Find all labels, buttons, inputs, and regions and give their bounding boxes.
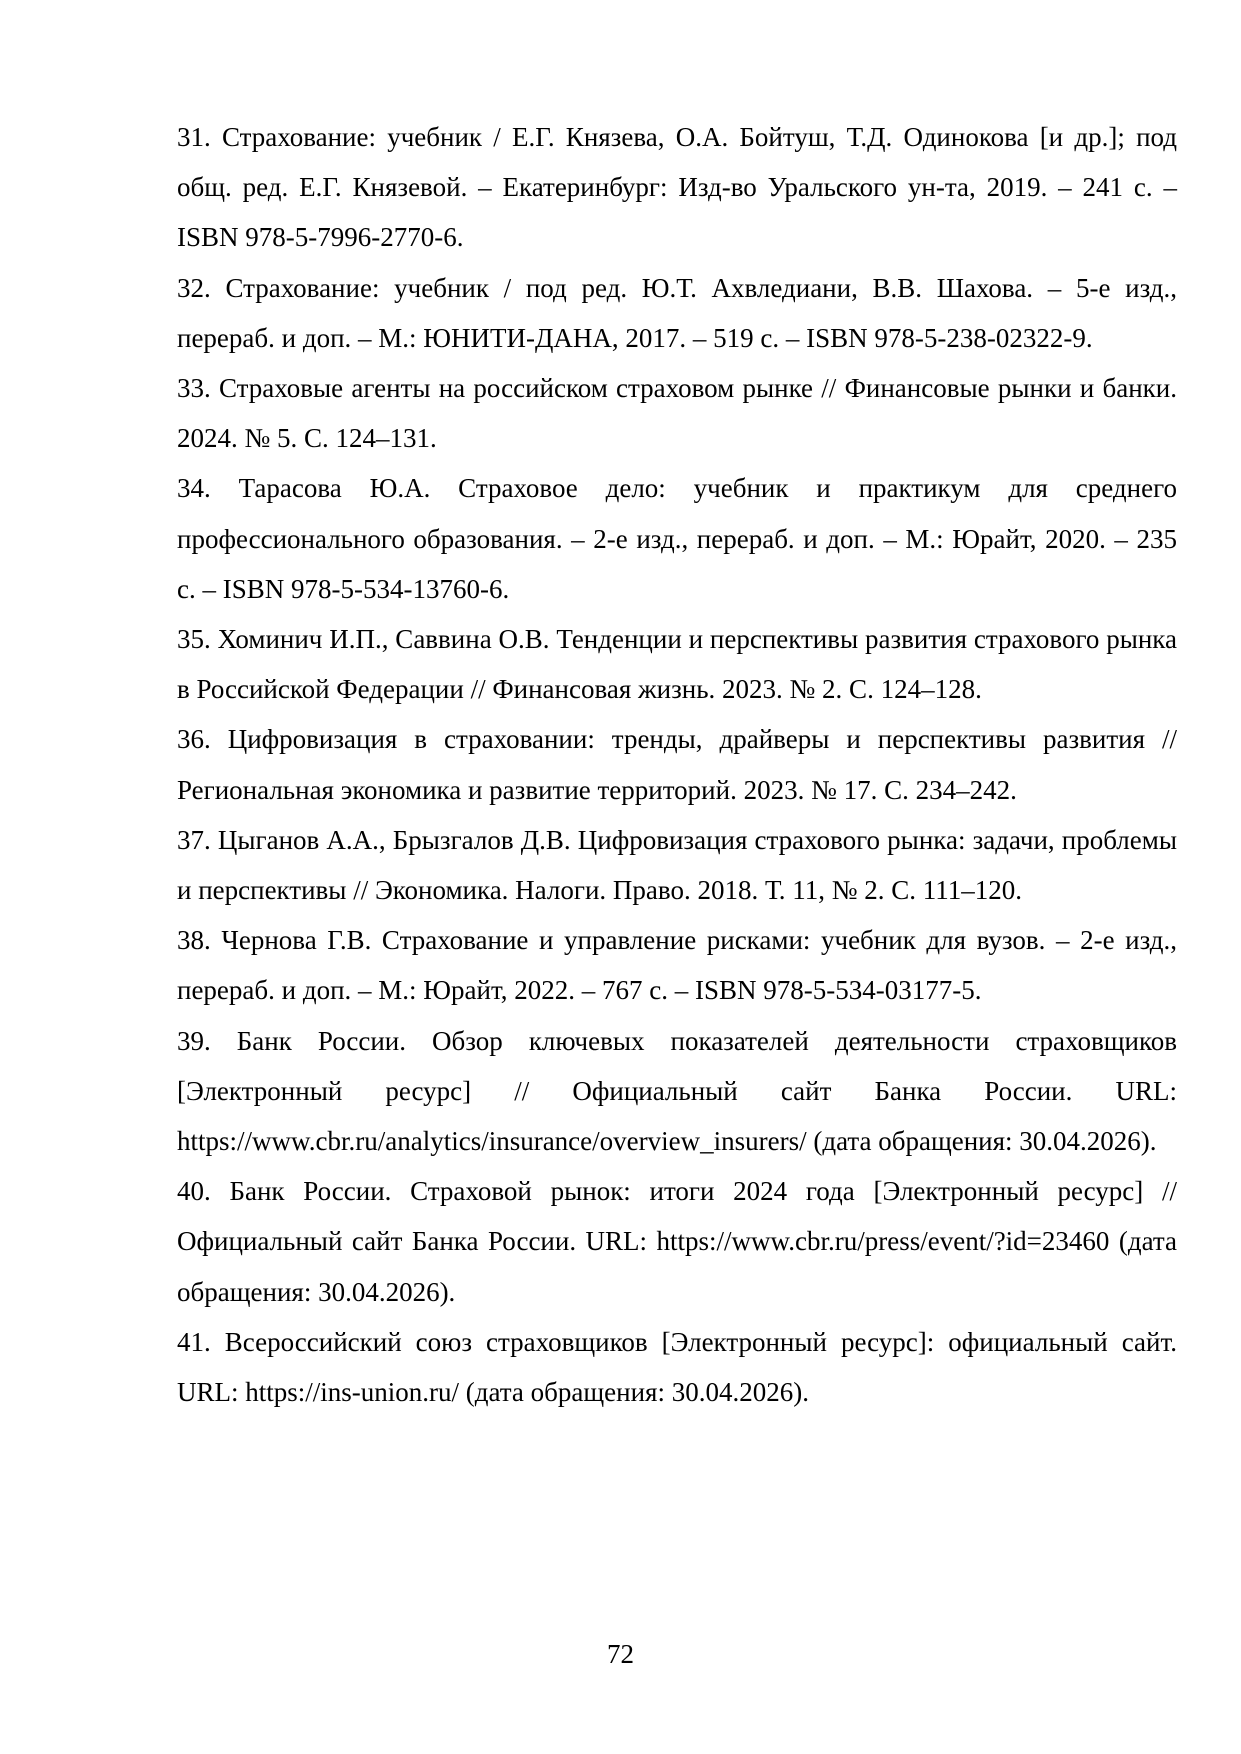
page-number: 72 (607, 1639, 634, 1669)
bibliography-entry-36: 36. Цифровизация в страховании: тренды, драйверы и перспективы развития // Региональная экономика и развитие территорий. 2023. № 17. С. 234–242. (177, 724, 1177, 805)
bibliography-entry-41: 41. Всероссийский союз страховщиков [Электронный ресурс]: официальный сайт. URL: https://ins-union.ru/ (дата обращения: 30.04.2026). (177, 1326, 1177, 1408)
bibliography-entry-37: 37. Цыганов А.А., Брызгалов Д.В. Цифровизация страхового рынка: задачи, проблемы и перспективы // Экономика. Налоги. Право. 2018. Т. 11, № 2. С. 111–120. (177, 824, 1177, 906)
bibliography-entry-31: 31. Страхование: учебник / Е.Г. Князева, О.А. Бойтуш, Т.Д. Одинокова [и др.]; под общ. ред. Е.Г. Князевой. – Екатеринбург: Изд-во Уральского ун-та, 2019. – 241 с. – ISBN 978-5-7996-2770-6. (177, 122, 1177, 253)
bibliography-entry-32: 32. Страхование: учебник / под ред. Ю.Т. Ахвледиани, В.В. Шахова. – 5-е изд., перераб. и доп. – М.: ЮНИТИ-ДАНА, 2017. – 519 с. – ISBN 978-5-238-02322-9. (177, 272, 1177, 353)
bibliography-entry-40: 40. Банк России. Страховой рынок: итоги 2024 года [Электронный ресурс] // Официальный сайт Банка России. URL: https://www.cbr.ru/press/event/?id=23460 (дата обращения: 30.04.2026). (177, 1176, 1177, 1307)
bibliography-entry-35: 35. Хоминич И.П., Саввина О.В. Тенденции и перспективы развития страхового рынка в Российской Федерации // Финансовая жизнь. 2023. № 2. С. 124–128. (177, 624, 1177, 705)
bibliography-entry-38: 38. Чернова Г.В. Страхование и управление рисками: учебник для вузов. – 2-е изд., перераб. и доп. – М.: Юрайт, 2022. – 767 с. – ISBN 978-5-534-03177-5. (177, 925, 1177, 1006)
bibliography-entry-33: 33. Страховые агенты на российском страховом рынке // Финансовые рынки и банки. 2024. № 5. С. 124–131. (177, 373, 1177, 454)
bibliography-list (177, 112, 1177, 1417)
bibliography-entry-34: 34. Тарасова Ю.А. Страховое дело: учебник и практикум для среднего профессионального образования. – 2-е изд., перераб. и доп. – М.: Юрайт, 2020. – 235 с. – ISBN 978-5-534-13760-6. (177, 473, 1177, 604)
bibliography-entry-39: 39. Банк России. Обзор ключевых показателей деятельности страховщиков [Электронный ресурс] // Официальный сайт Банка России. URL: https://www.cbr.ru/analytics/insurance/overview_insurers/ (дата обращения: 30.04.2026). (177, 1025, 1177, 1157)
